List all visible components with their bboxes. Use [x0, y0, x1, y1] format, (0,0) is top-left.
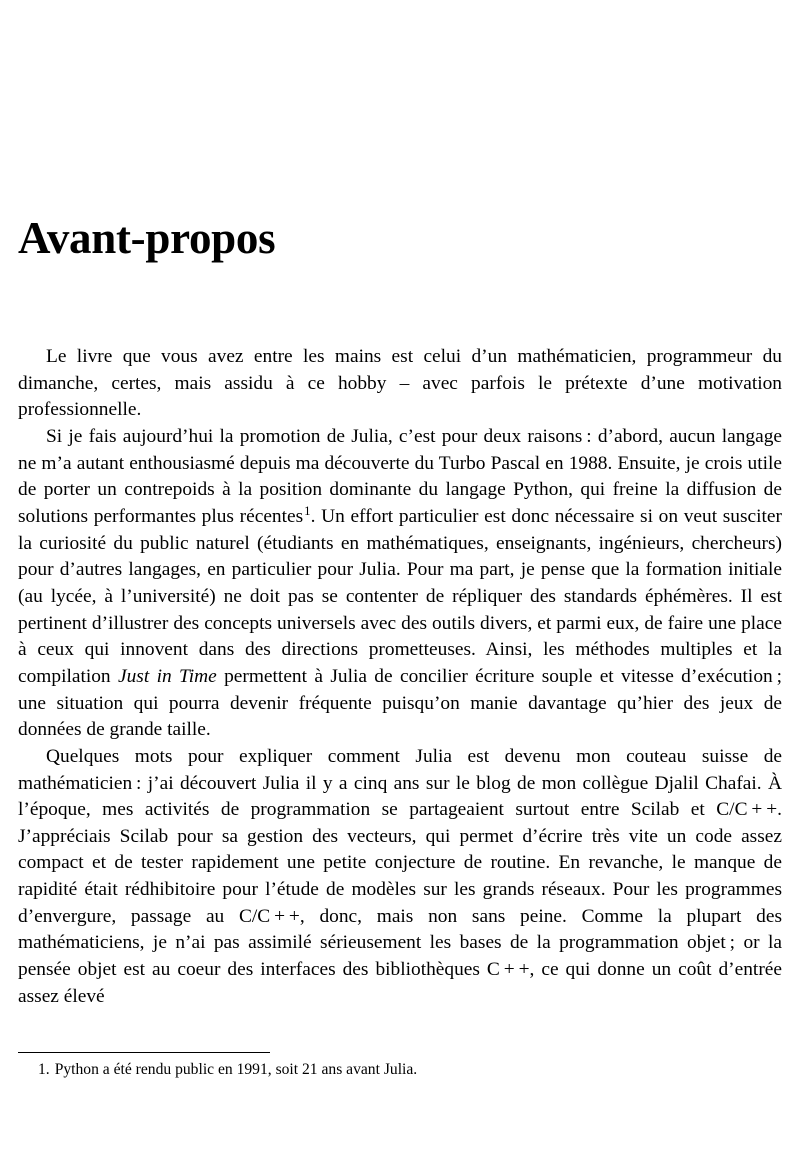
paragraph-1: Le livre que vous avez entre les mains est celui d’un mathématicien, programmeur du dimanche, certes, mais assidu à ce hobby – avec parfois le prétexte d’une motivation professionnelle.	[18, 346, 782, 421]
footnote-marker[interactable]: 1	[304, 504, 311, 519]
footnote-text: Python a été rendu public en 1991, soit 21 ans avant Julia.	[54, 1061, 418, 1078]
body-text-block	[18, 344, 782, 1010]
italic-phrase: Just in Time	[117, 665, 217, 687]
page-title: Avant-propos	[18, 213, 276, 263]
footnote-number: 1.	[38, 1061, 50, 1078]
footnote-area	[18, 1052, 782, 1080]
footnote-separator-rule	[18, 1052, 270, 1053]
footnote-item	[18, 1060, 782, 1080]
paragraph-2: Si je fais aujourd’hui la promotion de Julia, c’est pour deux raisons : d’abord, aucun langage ne m’a autant enthousiasmé depuis ma découverte du Turbo Pascal en 1988. Ensuite, je crois utile de porter un contrepoids à la position dominante du langage Python, qui freine la diffusion de solutions performantes plus récentes$^1$. Un effort particulier est donc nécessaire si on veut susciter la curiosité du public naturel (étudiants en mathématiques, enseignants, ingénieurs, chercheurs) pour d’autres langages, en particulier pour Julia. Pour ma part, je pense que la formation initiale (au lycée, à l’université) ne doit pas se contenter de répliquer des standards éphémères. Il est pertinent d’illustrer des concepts universels avec des outils divers, et parmi eux, de faire une place à ceux qui innovent dans des directions prometteuses. Ainsi, les méthodes multiples et la compilation Just in Time permettent à Julia de concilier écriture souple et vitesse d’exécution ; une situation qui pourra devenir fréquente puisqu’on manie davantage qu’hier des jeux de données de grande taille.	[18, 425, 782, 741]
paragraph-3: Quelques mots pour expliquer comment Julia est devenu mon couteau suisse de mathématicien : j’ai découvert Julia il y a cinq ans sur le blog de mon collègue Djalil Chafai. À l’époque, mes activités de programmation se partageaient surtout entre Scilab et C/C + +. J’appréciais Scilab pour sa gestion des vecteurs, qui permet d’écrire très vite un code assez compact et de tester rapidement une petite conjecture de routine. En revanche, le manque de rapidité était rédhibitoire pour l’étude de modèles sur les grands réseaux. Pour les programmes d’envergure, passage au C/C + +, donc, mais non sans peine. Comme la plupart des mathématiciens, je n’ai pas assimilé sérieusement les bases de la programmation objet ; or la pensée objet est au coeur des interfaces des bibliothèques C + +, ce qui donne un coût d’entrée assez élevé	[18, 745, 782, 1007]
